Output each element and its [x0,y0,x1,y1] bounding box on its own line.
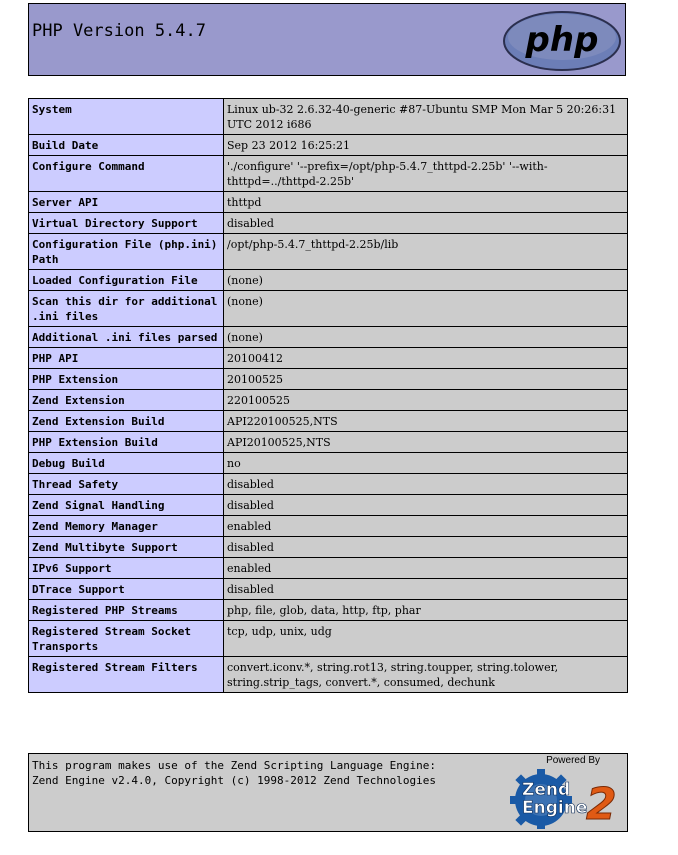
info-value: enabled [224,558,628,579]
info-row [29,291,628,327]
info-row [29,474,628,495]
zend-copyright-text: Zend Engine v2.4.0, Copyright (c) 1998-2012 Zend Technologies [32,774,436,787]
info-row [29,537,628,558]
info-value: php, file, glob, data, http, ftp, phar [224,600,628,621]
zend-usage-text: This program makes use of the Zend Scripting Language Engine: [32,759,436,772]
info-key: Zend Extension Build [29,411,224,432]
info-value: (none) [224,291,628,327]
info-key: Thread Safety [29,474,224,495]
info-key: Zend Memory Manager [29,516,224,537]
info-row [29,516,628,537]
info-value: (none) [224,270,628,291]
info-row [29,600,628,621]
info-row [29,369,628,390]
info-value: disabled [224,579,628,600]
zend-logo-word1: Zend [522,780,571,800]
info-value: disabled [224,537,628,558]
info-value: /opt/php-5.4.7_thttpd-2.25b/lib [224,234,628,270]
info-key: Loaded Configuration File [29,270,224,291]
info-row [29,390,628,411]
info-value: thttpd [224,192,628,213]
info-value: 20100525 [224,369,628,390]
info-value: API20100525,NTS [224,432,628,453]
info-value: Sep 23 2012 16:25:21 [224,135,628,156]
info-key: Zend Extension [29,390,224,411]
info-key: IPv6 Support [29,558,224,579]
info-row [29,270,628,291]
page-title: PHP Version 5.4.7 [32,21,206,41]
php-version-header [28,3,626,76]
info-row [29,327,628,348]
info-key: PHP Extension [29,369,224,390]
info-value: (none) [224,327,628,348]
info-key: Configure Command [29,156,224,192]
info-row [29,657,628,693]
php-logo-text: php [525,20,599,60]
zend-engine-logo-icon [508,767,624,829]
info-key: Scan this dir for additional .ini files [29,291,224,327]
info-row [29,213,628,234]
php-info-table [28,98,628,693]
info-row [29,579,628,600]
zend-logo-number: 2 [586,779,617,829]
info-row [29,411,628,432]
info-key: Additional .ini files parsed [29,327,224,348]
info-row [29,99,628,135]
info-value: 20100412 [224,348,628,369]
info-key: Server API [29,192,224,213]
info-key: DTrace Support [29,579,224,600]
info-key: Debug Build [29,453,224,474]
info-value: disabled [224,213,628,234]
info-row [29,135,628,156]
info-row [29,156,628,192]
info-key: Registered Stream Filters [29,657,224,693]
info-value: enabled [224,516,628,537]
info-value: tcp, udp, unix, udg [224,621,628,657]
info-value: no [224,453,628,474]
info-key: Zend Multibyte Support [29,537,224,558]
info-key: Registered Stream Socket Transports [29,621,224,657]
info-row [29,453,628,474]
info-row [29,234,628,270]
info-value: './configure' '--prefix=/opt/php-5.4.7_thttpd-2.25b' '--with-thttpd=../thttpd-2.25b' [224,156,628,192]
info-value: disabled [224,495,628,516]
info-key: Registered PHP Streams [29,600,224,621]
info-value: Linux ub-32 2.6.32-40-generic #87-Ubuntu SMP Mon Mar 5 20:26:31 UTC 2012 i686 [224,99,628,135]
info-key: System [29,99,224,135]
info-value: API220100525,NTS [224,411,628,432]
info-row [29,558,628,579]
info-row [29,348,628,369]
info-row [29,192,628,213]
info-row [29,432,628,453]
info-value: 220100525 [224,390,628,411]
powered-by-label: Powered By [546,755,600,766]
php-logo-icon [502,10,622,72]
info-key: PHP API [29,348,224,369]
info-key: Zend Signal Handling [29,495,224,516]
info-key: Build Date [29,135,224,156]
info-row [29,621,628,657]
info-value: convert.iconv.*, string.rot13, string.toupper, string.tolower, string.strip_tags, convert.*, consumed, dechunk [224,657,628,693]
zend-logo-word2: Engine [522,798,588,818]
info-key: Configuration File (php.ini) Path [29,234,224,270]
info-value: disabled [224,474,628,495]
info-key: PHP Extension Build [29,432,224,453]
info-row [29,495,628,516]
zend-footer [28,753,628,832]
info-key: Virtual Directory Support [29,213,224,234]
